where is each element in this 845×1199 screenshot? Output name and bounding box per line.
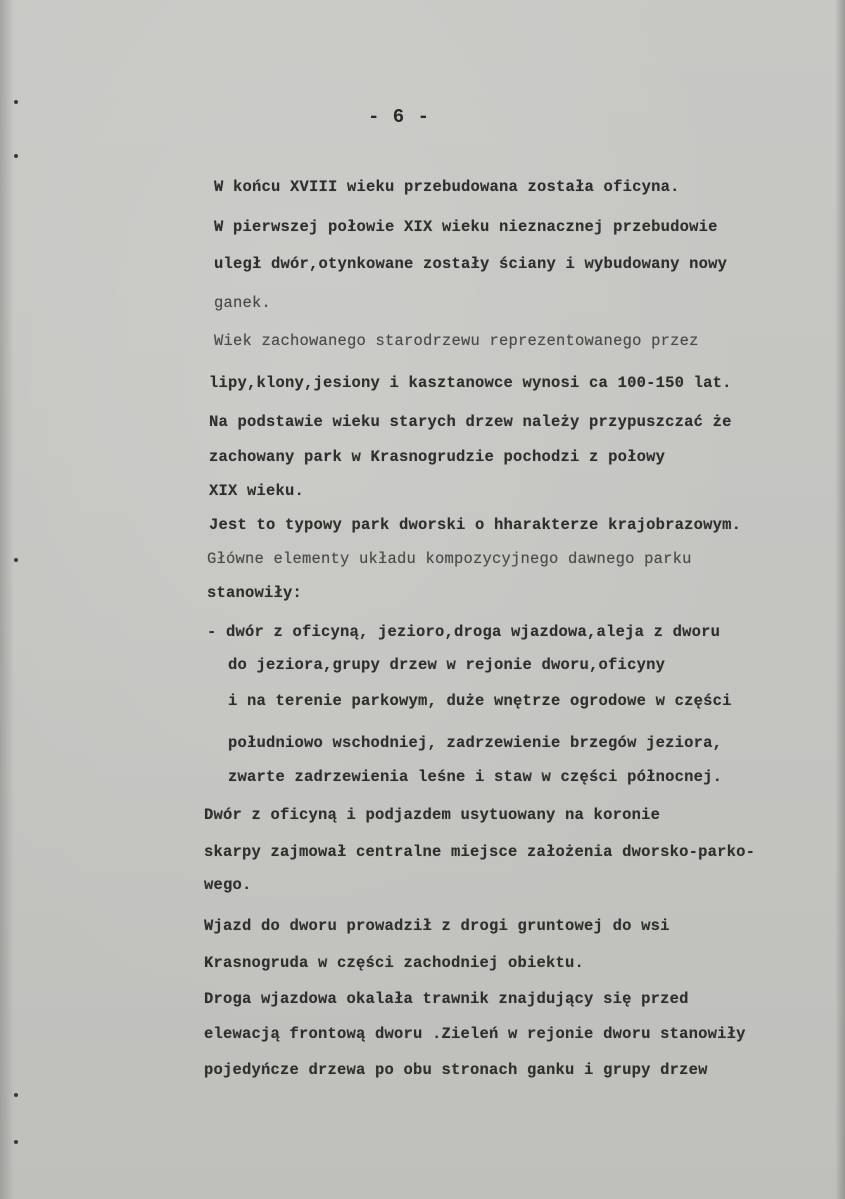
text-line: W końcu XVIII wieku przebudowana została oficyna. [214,178,680,196]
text-line: do jeziora,grupy drzew w rejonie dworu,oficyny [228,656,666,674]
text-line: stanowiły: [207,584,303,602]
punch-hole-mark [14,1140,18,1144]
text-line: Dwór z oficyną i podjazdem usytuowany na koronie [204,806,661,824]
text-line: Wiek zachowanego starodrzewu reprezentowanego przez [214,332,699,350]
text-line: Główne elementy układu kompozycyjnego dawnego parku [207,550,692,568]
left-edge-shadow [0,0,14,1199]
text-line: elewacją frontową dworu .Zieleń w rejonie dworu stanowiły [204,1025,746,1043]
punch-hole-mark [14,558,18,562]
text-line: Na podstawie wieku starych drzew należy przypuszczać że [209,413,732,431]
text-line: i na terenie parkowym, duże wnętrze ogrodowe w części [228,692,732,710]
text-line: W pierwszej połowie XIX wieku nieznacznej przebudowie [214,218,718,236]
text-line: zwarte zadrzewienia leśne i staw w części północnej. [228,768,723,786]
punch-hole-mark [14,154,18,158]
text-line: południowo wschodniej, zadrzewienie brzegów jeziora, [228,734,723,752]
text-line: Droga wjazdowa okalała trawnik znajdujący się przed [204,990,689,1008]
text-line: ganek. [214,294,272,312]
text-line: wego. [204,876,252,894]
text-line: pojedyńcze drzewa po obu stronach ganku i grupy drzew [204,1061,708,1079]
text-line: zachowany park w Krasnogrudzie pochodzi z połowy [209,448,666,466]
text-line: Wjazd do dworu prowadził z drogi gruntowej do wsi [204,917,670,935]
punch-hole-mark [14,100,18,104]
text-line: Jest to typowy park dworski o hharakterze krajobrazowym. [209,516,742,534]
right-edge-shadow [835,0,845,1199]
text-line: uległ dwór,otynkowane zostały ściany i wybudowany nowy [214,255,728,273]
page-number: - 6 - [368,106,431,128]
text-line: skarpy zajmował centralne miejsce założenia dworsko-parko- [204,843,756,861]
text-line: lipy,klony,jesiony i kasztanowce wynosi ca 100-150 lat. [209,374,732,392]
text-line: - dwór z oficyną, jezioro,droga wjazdowa,aleja z dworu [207,623,721,641]
text-line: XIX wieku. [209,482,305,500]
text-line: Krasnogruda w części zachodniej obiektu. [204,954,585,972]
punch-hole-mark [14,1093,18,1097]
